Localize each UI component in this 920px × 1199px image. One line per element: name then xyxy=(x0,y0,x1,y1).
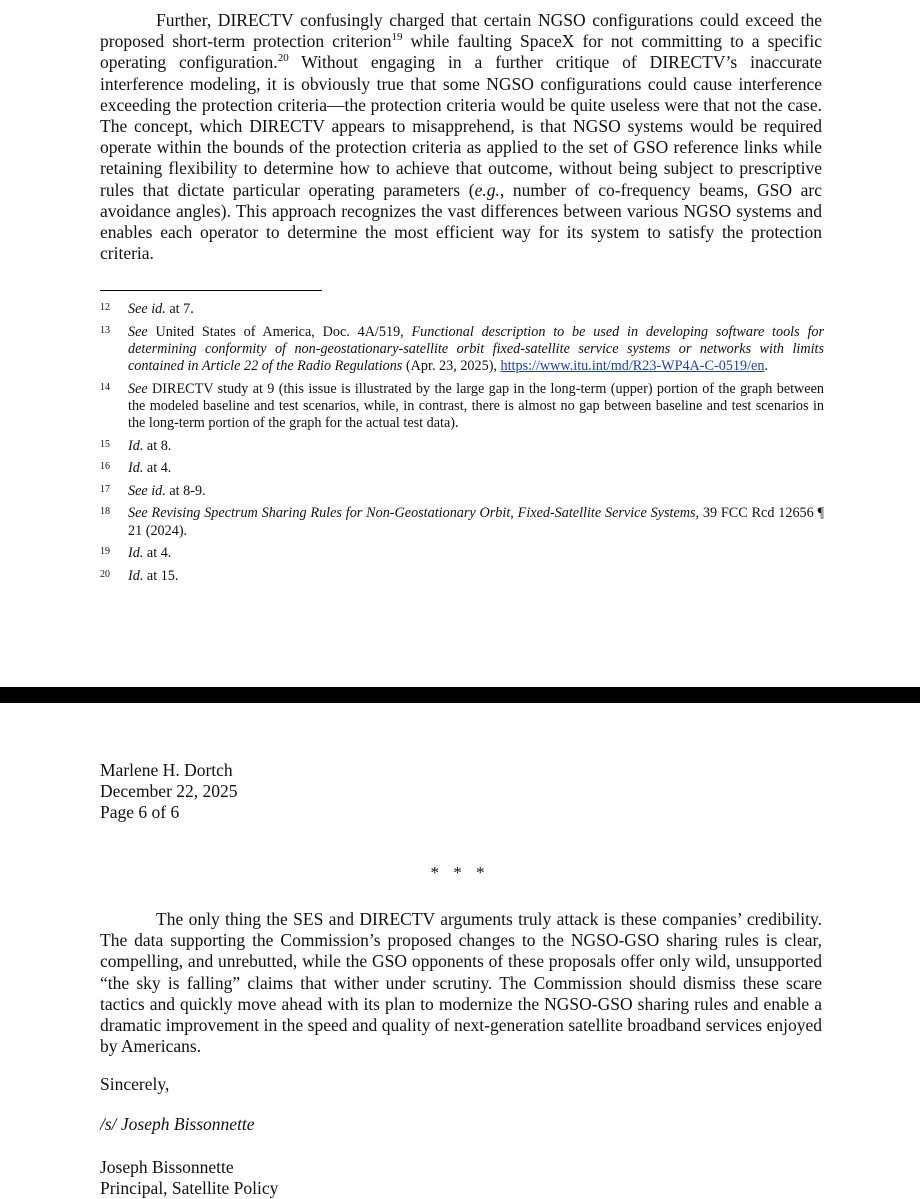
body-paragraph xyxy=(100,10,822,264)
signer-name: Joseph Bissonnette xyxy=(100,1157,234,1177)
footnote-number: 12 xyxy=(100,302,110,313)
footnote-text: See Revising Spectrum Sharing Rules for Non-Geostationary Orbit, Fixed-Satellite Service Systems, 39 FCC Rcd 12656 ¶ 21 (2024). xyxy=(128,505,824,539)
footnote xyxy=(100,301,824,318)
itu-document-link[interactable]: https://www.itu.int/md/R23-WP4A-C-0519/en xyxy=(500,358,765,374)
footnote xyxy=(100,545,824,562)
footnote-list xyxy=(100,301,824,590)
letter-header xyxy=(100,760,238,824)
footnote-ref-19[interactable]: 19 xyxy=(391,31,403,44)
signer-title: Principal, Satellite Policy xyxy=(100,1178,279,1198)
signature: /s/ Joseph Bissonnette xyxy=(100,1114,255,1134)
footnote-number: 14 xyxy=(100,381,110,393)
paragraph-text: , number of co-frequency beams, GSO arc avoidance angles). This approach recognizes the vast differences between various NGSO systems and enables each operator to determine the most efficient way for its system to satisfy the protection criteria. xyxy=(100,179,822,264)
footnote-number: 19 xyxy=(100,546,110,558)
page-break-bar xyxy=(0,687,920,703)
footnote xyxy=(100,568,824,585)
footnote-number: 18 xyxy=(100,506,110,518)
footnote-text: See United States of America, Doc. 4A/519, Functional description to be used in developing software tools for determining conformity of non-geostationary-satellite orbit fixed-satellite service systems or networks with limits contained in Article 22 of the Radio Regulations (Apr. 23, 2025), https://www.itu.int/md/R23-WP4A-C-0519/en. xyxy=(128,323,824,374)
footnote-text: See id. at 7. xyxy=(128,301,194,317)
footnote-text: See DIRECTV study at 9 (this issue is illustrated by the large gap in the long-term (upper) portion of the graph between the modeled baseline and test scenarios, while, in contrast, there is almost no gap between baseline and test scenarios in the long-term portion of the graph for the actual test data). xyxy=(128,380,824,431)
footnote-number: 20 xyxy=(100,568,110,580)
footnote xyxy=(100,324,824,376)
recipient-name: Marlene H. Dortch xyxy=(100,760,233,780)
paragraph-italic: e.g. xyxy=(474,179,500,200)
footnote xyxy=(100,505,824,539)
footnote-number: 16 xyxy=(100,461,110,473)
paragraph-text: Further, DIRECTV confusingly charged that certain NGSO configurations could exceed the proposed short-term protection criterion xyxy=(100,10,822,52)
footnote xyxy=(100,460,824,477)
footnote-ref-20[interactable]: 20 xyxy=(277,52,289,65)
page-number: Page 6 of 6 xyxy=(100,802,180,823)
paragraph-text: while faulting SpaceX for not committing to a specific operating configuration. xyxy=(100,31,823,73)
footnote xyxy=(100,483,824,500)
letter-date: December 22, 2025 xyxy=(100,781,238,802)
footnote-text: Id. at 4. xyxy=(128,545,172,562)
salutation: Sincerely, xyxy=(100,1074,170,1094)
footnote-number: 17 xyxy=(100,483,110,495)
footnote xyxy=(100,438,824,455)
page-bottom xyxy=(0,703,920,1199)
footnote-text: See id. at 8-9. xyxy=(128,482,206,499)
footnote-separator xyxy=(100,290,322,291)
footnote-number: 15 xyxy=(100,438,110,450)
closing-paragraph: The only thing the SES and DIRECTV arguments truly attack is these companies’ credibility. The data supporting the Commission’s proposed changes to the NGSO-GSO sharing rules is clear, compelling, and unrebutted, while the GSO opponents of these proposals offer only wild, unsupported “the sky is falling” claims that wither under scrutiny. The Commission should dismiss these scare tactics and quickly move ahead with its plan to modernize the NGSO-GSO sharing rules and enable a dramatic improvement in the speed and quality of next-generation satellite broadband services enjoyed by Americans. xyxy=(100,909,822,1057)
footnote-text: Id. at 4. xyxy=(128,460,172,477)
footnote xyxy=(100,381,824,433)
footnote-text: Id. at 8. xyxy=(128,437,172,454)
paragraph-text: Without engaging in a further critique of DIRECTV’s inaccurate interference modeling, it is obviously true that some NGSO configurations could cause interference exceeding the protection criteria—the protection criteria would be quite useless were that not the case. The concept, which DIRECTV appears to misapprehend, is that NGSO systems would be required operate within the bounds of the protection criteria as applied to the set of GSO reference links while retaining flexibility to determine how to achieve that outcome, without being subject to prescriptive rules that dictate particular operating parameters ( xyxy=(100,52,823,200)
footnote-number: 13 xyxy=(100,324,110,336)
footnote-text: Id. at 15. xyxy=(128,567,179,584)
section-separator: * * * xyxy=(430,863,490,882)
